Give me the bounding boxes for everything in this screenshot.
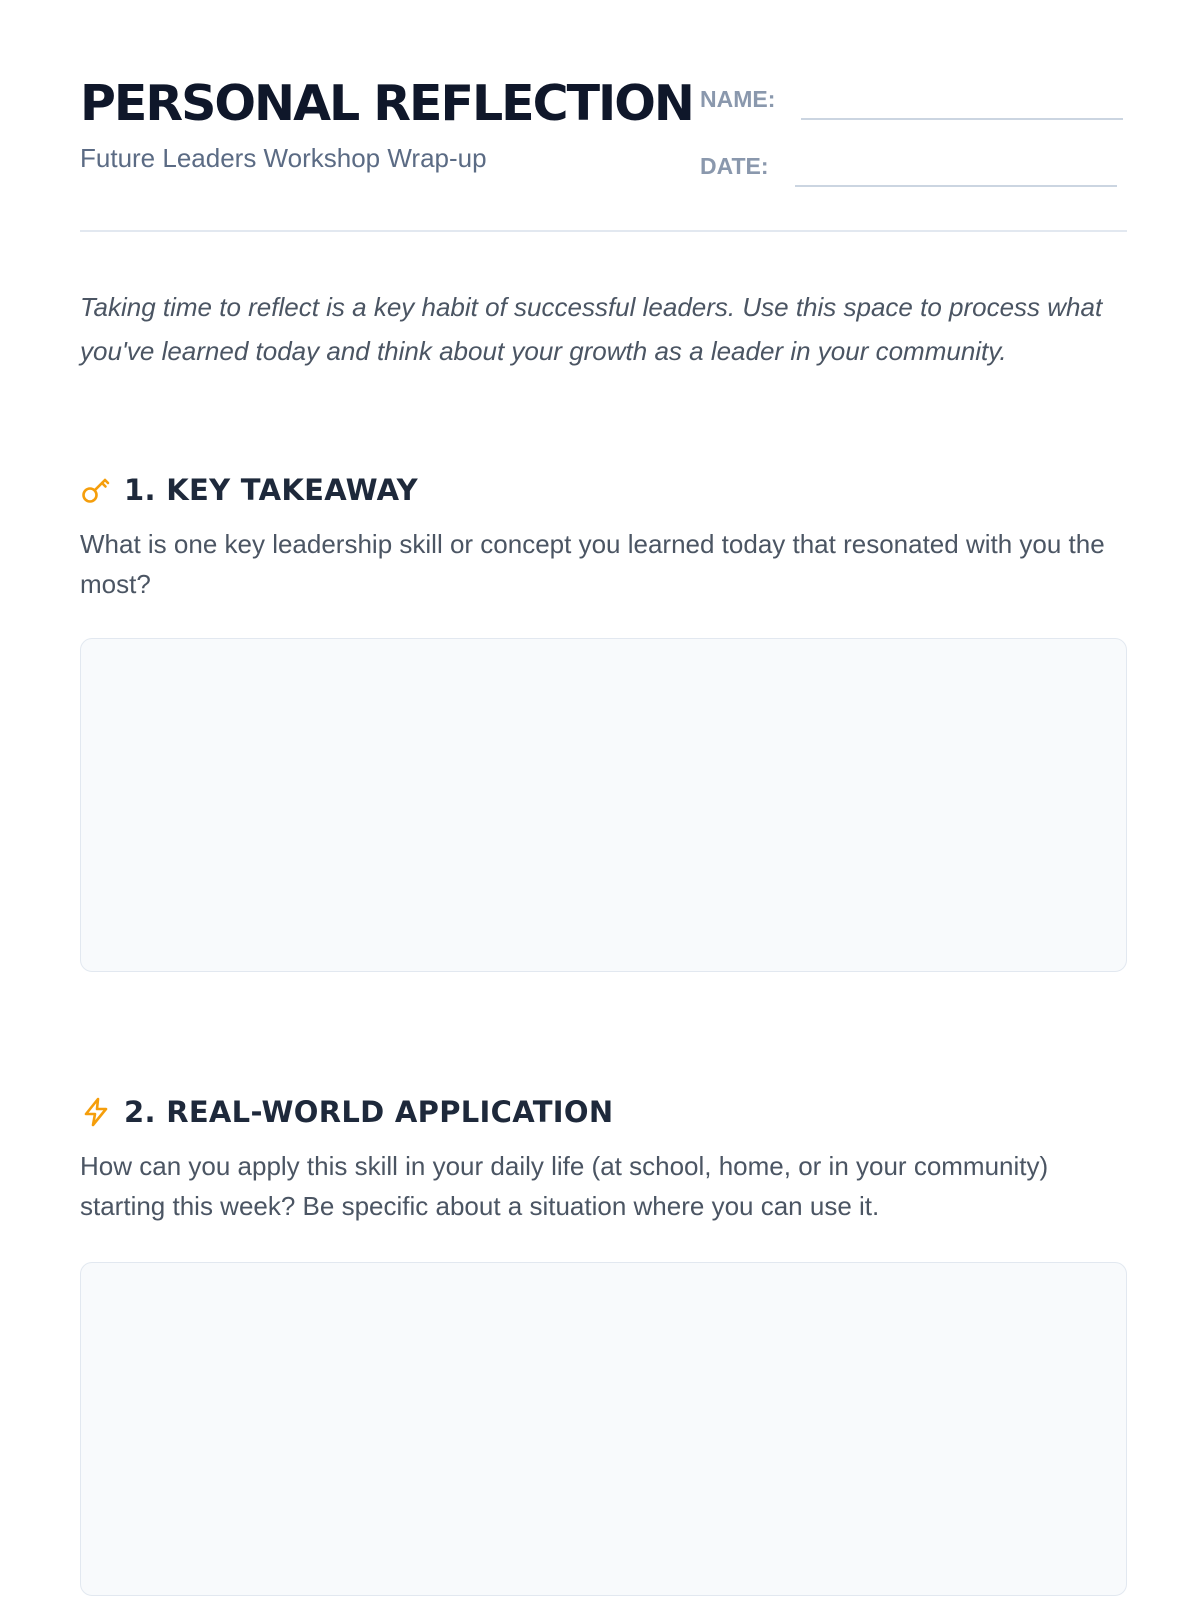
section-title: 1. KEY TAKEAWAY	[124, 473, 418, 507]
section-question: How can you apply this skill in your daily life (at school, home, or in your community) starting this week? Be specific about a situation where you can use it.	[80, 1151, 1049, 1221]
intro-text: Taking time to reflect is a key habit of successful leaders. Use this space to process what you've learned today and think about your growth as a leader in your community.	[80, 292, 1103, 366]
name-field-row	[700, 84, 1123, 114]
section-heading	[80, 1092, 1127, 1132]
worksheet-header	[80, 0, 1127, 232]
answer-box-key-takeaway[interactable]	[80, 638, 1127, 972]
page-title: PERSONAL REFLECTION	[80, 75, 693, 132]
date-field-row	[700, 151, 1117, 181]
name-label: NAME:	[700, 86, 776, 112]
answer-box-application[interactable]	[80, 1262, 1127, 1596]
key-icon	[80, 474, 112, 506]
section-key-takeaway	[80, 470, 1127, 604]
name-input-line[interactable]	[801, 118, 1123, 120]
section-title: 2. REAL-WORLD APPLICATION	[124, 1095, 614, 1129]
date-input-line[interactable]	[795, 185, 1117, 187]
worksheet-page	[80, 0, 1127, 1221]
lightning-icon	[80, 1096, 112, 1128]
date-label: DATE:	[700, 153, 769, 179]
section-question: What is one key leadership skill or concept you learned today that resonated with you the most?	[80, 529, 1105, 599]
section-real-world-application	[80, 1092, 1127, 1226]
page-subtitle: Future Leaders Workshop Wrap-up	[80, 143, 487, 173]
section-heading	[80, 470, 1127, 510]
